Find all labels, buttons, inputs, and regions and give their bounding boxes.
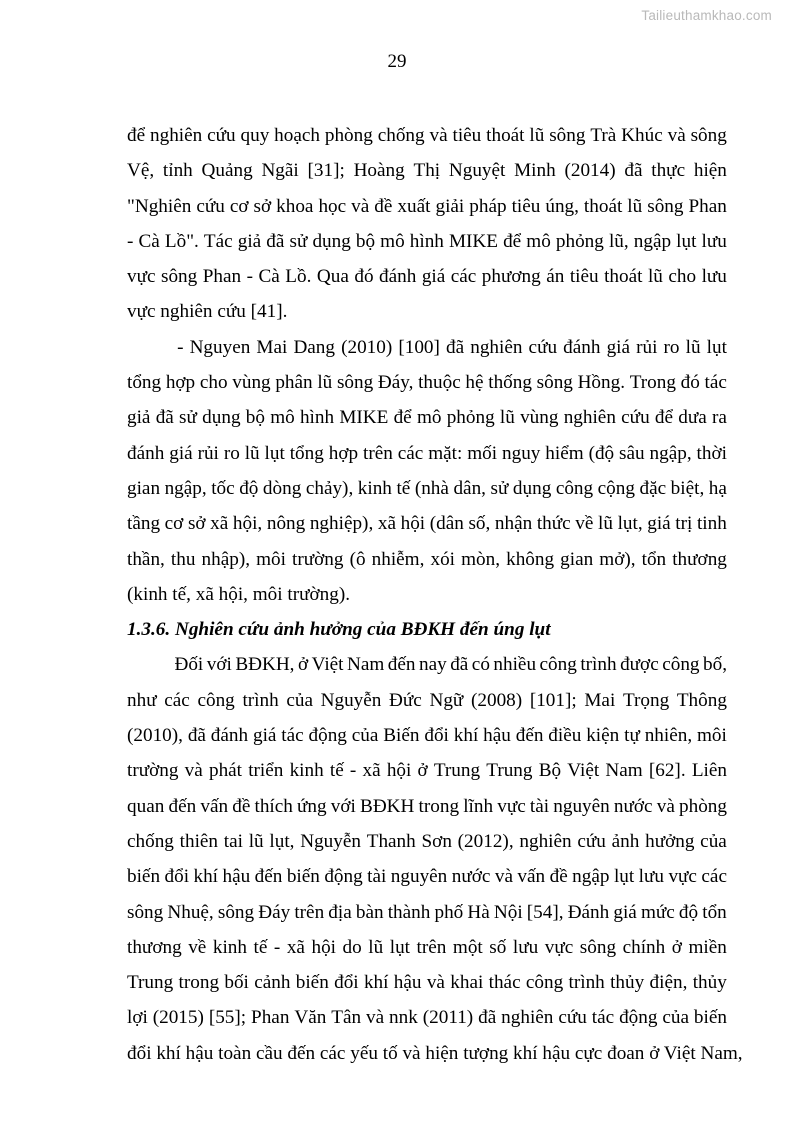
page-content bbox=[127, 118, 743, 1071]
text-line: (2010), đã đánh giá tác động của Biến đổi khí hậu đến điều kiện tự nhiên, môi bbox=[127, 725, 727, 747]
text-line: trường và phát triển kinh tế - xã hội ở Trung Trung Bộ Việt Nam [62]. Liên bbox=[127, 760, 727, 782]
text-line: để nghiên cứu quy hoạch phòng chống và tiêu thoát lũ sông Trà Khúc và sông bbox=[127, 125, 727, 146]
text-line: (kinh tế, xã hội, môi trường). bbox=[127, 583, 351, 605]
text-line: đánh giá rủi ro lũ lụt tổng hợp trên các mặt: mối nguy hiểm (độ sâu ngập, thời bbox=[127, 442, 727, 464]
text-line: sông Nhuệ, sông Đáy trên địa bàn thành phố Hà Nội [54], Đánh giá mức độ tổn bbox=[127, 901, 727, 923]
text-line: như các công trình của Nguyễn Đức Ngữ (2008) [101]; Mai Trọng Thông bbox=[127, 689, 727, 711]
text-line: quan đến vấn đề thích ứng với BĐKH trong lĩnh vực tài nguyên nước và phòng bbox=[127, 795, 727, 817]
paragraph-2 bbox=[127, 330, 727, 612]
text-line: lợi (2015) [55]; Phan Văn Tân và nnk (2011) đã nghiên cứu tác động của biến bbox=[127, 1007, 727, 1029]
text-line: - Nguyen Mai Dang (2010) [100] đã nghiên cứu đánh giá rủi ro lũ lụt bbox=[127, 330, 727, 365]
watermark-text: Tailieuthamkhao.com bbox=[641, 8, 772, 23]
text-line: vực nghiên cứu [41]. bbox=[127, 301, 288, 323]
text-line: gian ngập, tốc độ dòng chảy), kinh tế (nhà dân, sử dụng công cộng đặc biệt, hạ bbox=[127, 477, 727, 499]
paragraph-3 bbox=[127, 647, 743, 1071]
text-line: thần, thu nhập), môi trường (ô nhiễm, xói mòn, không gian mở), tổn thương bbox=[127, 548, 727, 570]
text-line: tổng hợp cho vùng phân lũ sông Đáy, thuộc hệ thống sông Hồng. Trong đó tác bbox=[127, 372, 727, 394]
text-line: thương về kinh tế - xã hội do lũ lụt trên một số lưu vực sông chính ở miền bbox=[127, 936, 727, 958]
text-line: biến đổi khí hậu đến biến động tài nguyên nước và vấn đề ngập lụt lưu vực các bbox=[127, 866, 727, 888]
paragraph-1 bbox=[127, 118, 727, 330]
text-line: vực sông Phan - Cà Lồ. Qua đó đánh giá các phương án tiêu thoát lũ cho lưu bbox=[127, 266, 727, 288]
first-line-indent bbox=[127, 647, 171, 682]
text-line: chống thiên tai lũ lụt, Nguyễn Thanh Sơn (2012), nghiên cứu ảnh hưởng của bbox=[127, 830, 727, 852]
text-line: "Nghiên cứu cơ sở khoa học và đề xuất giải pháp tiêu úng, thoát lũ sông Phan bbox=[127, 195, 727, 217]
page-number: 29 bbox=[387, 51, 407, 72]
text-line: - Cà Lồ". Tác giả đã sử dụng bộ mô hình MIKE để mô phỏng lũ, ngập lụt lưu bbox=[127, 230, 727, 252]
first-line-indent bbox=[127, 330, 171, 365]
text-line: đổi khí hậu toàn cầu đến các yếu tố và hiện tượng khí hậu cực đoan ở Việt Nam, bbox=[127, 1042, 743, 1064]
text-line: tầng cơ sở xã hội, nông nghiệp), xã hội (dân số, nhận thức về lũ lụt, giá trị tinh bbox=[127, 513, 727, 535]
text-line: giả đã sử dụng bộ mô hình MIKE để mô phỏng lũ vùng nghiên cứu để dưa ra bbox=[127, 407, 727, 429]
text-line: Trung trong bối cảnh biến đổi khí hậu và khai thác công trình thủy điện, thủy bbox=[127, 972, 727, 994]
text-line: Đối với BĐKH, ở Việt Nam đến nay đã có nhiều công trình được công bố, bbox=[127, 647, 727, 682]
text-line: Vệ, tỉnh Quảng Ngãi [31]; Hoàng Thị Nguyệt Minh (2014) đã thực hiện bbox=[127, 160, 727, 182]
section-heading-1-3-6: 1.3.6. Nghiên cứu ảnh hưởng của BĐKH đến úng lụt bbox=[127, 619, 551, 641]
